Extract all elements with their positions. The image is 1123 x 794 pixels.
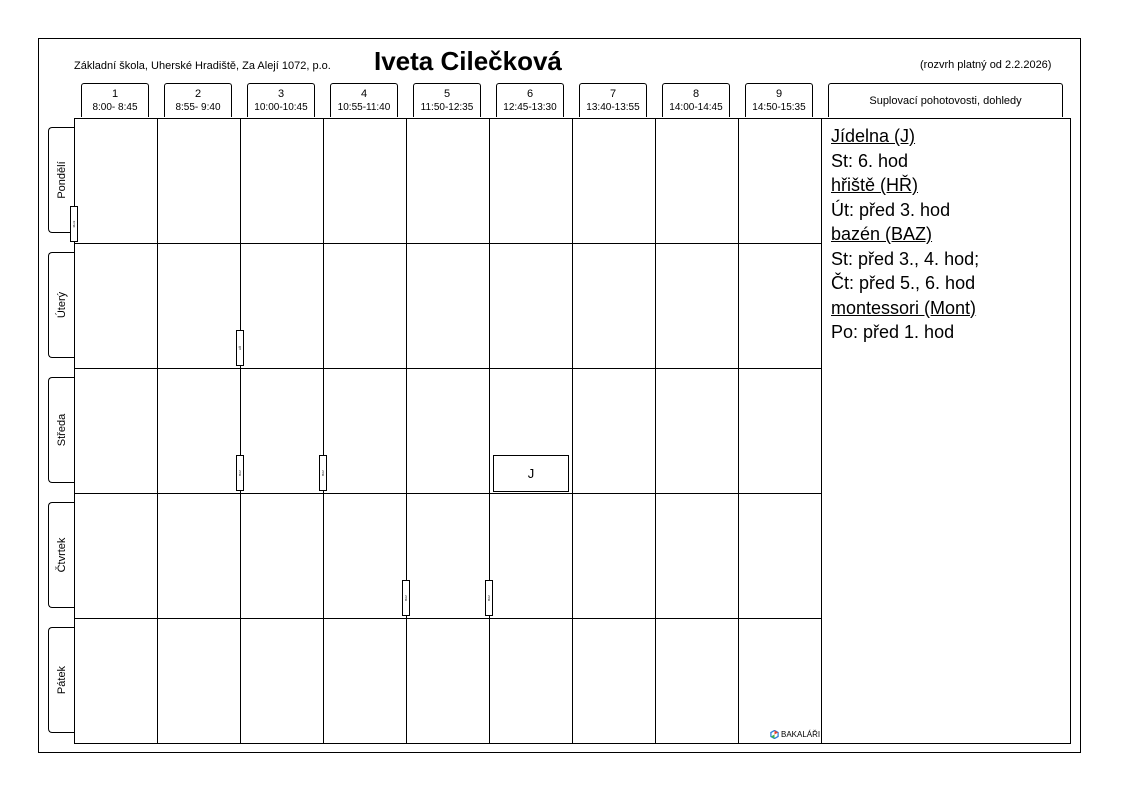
period-header-7: [579, 83, 647, 117]
period-header-9: [745, 83, 813, 117]
period-header-2: [164, 83, 232, 117]
period-time: 11:50-12:35: [420, 102, 474, 114]
period-number: 1: [111, 88, 119, 100]
day-label: Pondělí: [55, 161, 68, 199]
period-number: 8: [692, 88, 700, 100]
period-time: 13:40-13:55: [586, 102, 640, 114]
supervision-marker: HŘ: [236, 330, 244, 366]
duty-location: montessori (Mont): [831, 297, 977, 318]
dining-duty-box: J: [493, 455, 569, 492]
grid-col-line: [406, 118, 407, 744]
period-number: 4: [360, 88, 368, 100]
bakalari-logo: [770, 730, 820, 739]
duty-list: [831, 124, 979, 345]
grid-col-line: [821, 118, 822, 744]
duty-time: St: 6. hod: [831, 150, 909, 171]
teacher-name: Iveta Cilečková: [374, 46, 562, 76]
duty-time: Čt: před 5., 6. hod: [831, 273, 976, 293]
supervision-marker: Mont: [70, 206, 78, 242]
duty-header: Suplovací pohotovosti, dohledy: [828, 83, 1063, 117]
period-time: 14:50-15:35: [752, 102, 806, 114]
day-tab-wednesday: [48, 377, 74, 483]
duty-location: bazén (BAZ): [831, 224, 933, 244]
duty-location: Jídelna (J): [831, 126, 916, 146]
period-header-8: [662, 83, 730, 117]
day-label: Pátek: [55, 665, 68, 695]
day-tab-tuesday: [48, 252, 74, 358]
supervision-marker: BAZ: [485, 580, 493, 616]
duty-time: Po: před 1. hod: [831, 322, 955, 342]
grid-col-line: [655, 118, 656, 744]
period-time: 10:00-10:45: [254, 102, 308, 114]
period-header-3: [247, 83, 315, 117]
period-number: 2: [194, 88, 202, 100]
period-header-6: [496, 83, 564, 117]
day-label: Středa: [55, 413, 68, 447]
grid-row-line: [74, 243, 821, 244]
period-time: 12:45-13:30: [503, 102, 557, 114]
period-time: 8:55- 9:40: [175, 102, 221, 114]
bakalari-logo-icon: [770, 730, 779, 739]
day-label: Úterý: [55, 291, 68, 319]
supervision-marker: BAZ: [402, 580, 410, 616]
period-header-5: [413, 83, 481, 117]
day-label: Čtvrtek: [55, 537, 68, 573]
period-header-1: [81, 83, 149, 117]
logo-text: BAKALÁŘI: [781, 730, 821, 739]
duty-time: St: před 3., 4. hod;: [831, 248, 980, 269]
duty-location: hřiště (HŘ): [831, 175, 919, 195]
period-header-4: [330, 83, 398, 117]
period-time: 14:00-14:45: [669, 102, 723, 114]
duty-time: Út: před 3. hod: [831, 199, 951, 220]
grid-row-line: [74, 368, 821, 369]
grid-col-line: [738, 118, 739, 744]
period-number: 9: [775, 88, 783, 100]
grid-col-line: [323, 118, 324, 744]
grid-row-line: [74, 493, 821, 494]
period-number: 6: [526, 88, 534, 100]
period-time: 8:00- 8:45: [92, 102, 138, 114]
supervision-marker: BAZ: [236, 455, 244, 491]
school-name: Základní škola, Uherské Hradiště, Za Alejí 1072, p.o.: [74, 60, 331, 72]
grid-col-line: [572, 118, 573, 744]
grid-col-line: [157, 118, 158, 744]
validity-date: (rozvrh platný od 2.2.2026): [920, 59, 1052, 71]
grid-col-line: [489, 118, 490, 744]
grid-col-line: [240, 118, 241, 744]
grid-row-line: [74, 618, 821, 619]
period-time: 10:55-11:40: [337, 102, 391, 114]
period-number: 7: [609, 88, 617, 100]
day-tab-friday: [48, 627, 74, 733]
day-tab-thursday: [48, 502, 74, 608]
period-number: 3: [277, 88, 285, 100]
supervision-marker: BAZ: [319, 455, 327, 491]
period-number: 5: [443, 88, 451, 100]
